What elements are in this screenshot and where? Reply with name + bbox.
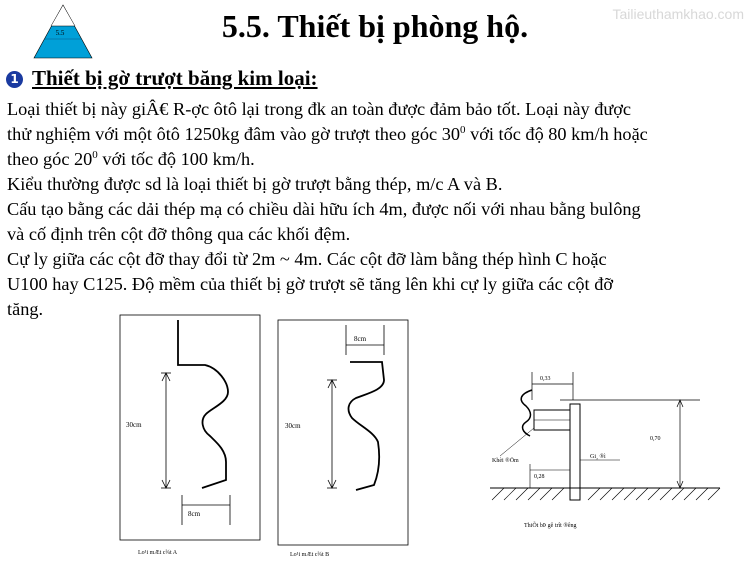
paragraph-line: U100 hay C125. Độ mềm của thiết bị gờ trượt sẽ tăng lên khi cự ly giữa các cột đỡ: [7, 274, 614, 294]
paragraph-line: theo góc $20^0$ với tốc độ 100 km/h.: [7, 148, 255, 169]
paragraph-line: và cố định trên cột đỡ thông qua các khối đệm.: [7, 224, 351, 244]
fig-c-spacer-label: Khèi ®Öm: [492, 458, 519, 464]
fig-b-caption: Lo¹i mÆt c¾t B: [290, 552, 330, 558]
page-title: 5.5. Thiết bị phòng hộ.: [221, 8, 529, 44]
paragraph-line: Cấu tạo bằng các dải thép mạ có chiều dài hữu ích 4m, được nối với nhau bằng bulông: [7, 199, 641, 219]
fig-c-width-label: 0,33: [540, 376, 551, 382]
figure-section-b: [270, 310, 420, 560]
fig-b-top-label: 8cm: [354, 335, 367, 343]
bullet-icon: 1: [6, 71, 23, 88]
fig-a-caption: Lo¹i mÆt c¾t A: [138, 550, 178, 556]
paragraph-line: thử nghiệm với một ôtô 1250kg đâm vào gờ trượt theo góc $30^0$ với tốc độ 80 km/h hoặc: [7, 123, 648, 144]
figure-section-a: [110, 310, 270, 560]
paragraph-line: Cự ly giữa các cột đỡ thay đổi từ 2m ~ 4m. Các cột đỡ làm bằng thép hình C hoặc: [7, 249, 607, 269]
section-heading-text: Thiết bị gờ trượt băng kim loại:: [32, 66, 318, 90]
section-heading: [6, 66, 318, 91]
fig-a-bottom-label: 8cm: [188, 510, 201, 518]
body-text: [7, 97, 747, 322]
fig-a-height-label: 30cm: [126, 421, 142, 429]
watermark: Tailieuthamkhao.com: [612, 6, 744, 22]
fig-c-base-label: 0,28: [534, 474, 545, 480]
paragraph-line: tăng.: [7, 299, 44, 319]
fig-c-height-label: 0,70: [650, 436, 661, 442]
badge-text: 5.5: [55, 29, 65, 37]
fig-b-height-label: 30cm: [285, 422, 301, 430]
paragraph-line: Kiểu thường được sd là loại thiết bị gờ trượt bằng thép, m/c A và B.: [7, 174, 503, 194]
paragraph-line: Loại thiết bị này giÂ€ R-ợc ôtô lại trong đk an toàn được đảm bảo tốt. Loại này được: [7, 99, 632, 119]
fig-c-caption: ThiÕt bÞ gê trît ®êng: [524, 523, 577, 529]
fig-c-post-label: Gi¸ ®ì: [590, 454, 606, 460]
figure-installation: [470, 360, 740, 540]
